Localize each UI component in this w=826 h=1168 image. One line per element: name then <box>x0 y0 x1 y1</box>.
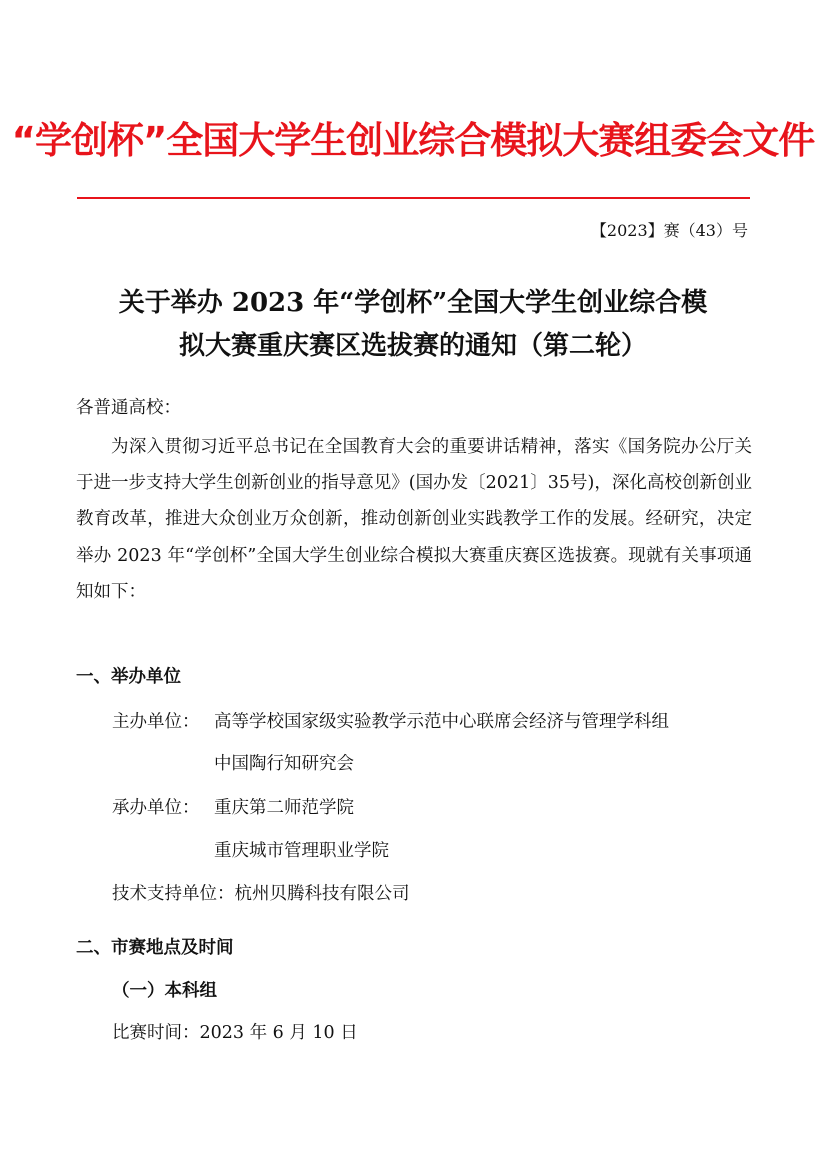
notice-title-line-2: 拟大赛重庆赛区选拔赛的通知（第二轮） <box>178 331 647 361</box>
host-unit-1: 高等学校国家级实验教学示范中心联席会经济与管理学科组 <box>214 712 669 732</box>
section-heading-organizers: 一、举办单位 <box>76 667 181 687</box>
tech-support-unit: 技术支持单位：杭州贝腾科技有限公司 <box>112 884 410 904</box>
organizer-unit-2: 重庆城市管理职业学院 <box>214 841 389 861</box>
section-heading-venue-time: 二、市赛地点及时间 <box>76 938 234 958</box>
organizer-label: 承办单位： <box>112 798 200 818</box>
document-number: 【2023】赛（43）号 <box>590 221 748 240</box>
undergraduate-group-heading: （一）本科组 <box>112 981 217 1001</box>
header-divider <box>77 197 750 199</box>
host-unit-2: 中国陶行知研究会 <box>214 754 354 774</box>
notice-title-line-1: 关于举办 2023 年“学创杯”全国大学生创业综合模 <box>118 288 708 318</box>
competition-time: 比赛时间：2023 年 6 月 10 日 <box>112 1023 358 1043</box>
masthead-title: “学创杯”全国大学生创业综合模拟大赛组委会文件 <box>11 119 815 162</box>
host-label: 主办单位： <box>112 712 200 732</box>
intro-paragraph: 为深入贯彻习近平总书记在全国教育大会的重要讲话精神，落实《国务院办公厅关于进一步支持大学生创新创业的指导意见》(国办发〔2021〕35号)，深化高校创新创业教育改革，推进大众创业万众创新，推动创新创业实践教学工作的发展。经研究，决定举办 2023 年“学创杯”全国大学生创业综合模拟大赛重庆赛区选拔赛。现就有关事项通知如下： <box>76 437 752 602</box>
organizer-unit-1: 重庆第二师范学院 <box>214 798 354 818</box>
salutation: 各普通高校： <box>76 398 181 418</box>
